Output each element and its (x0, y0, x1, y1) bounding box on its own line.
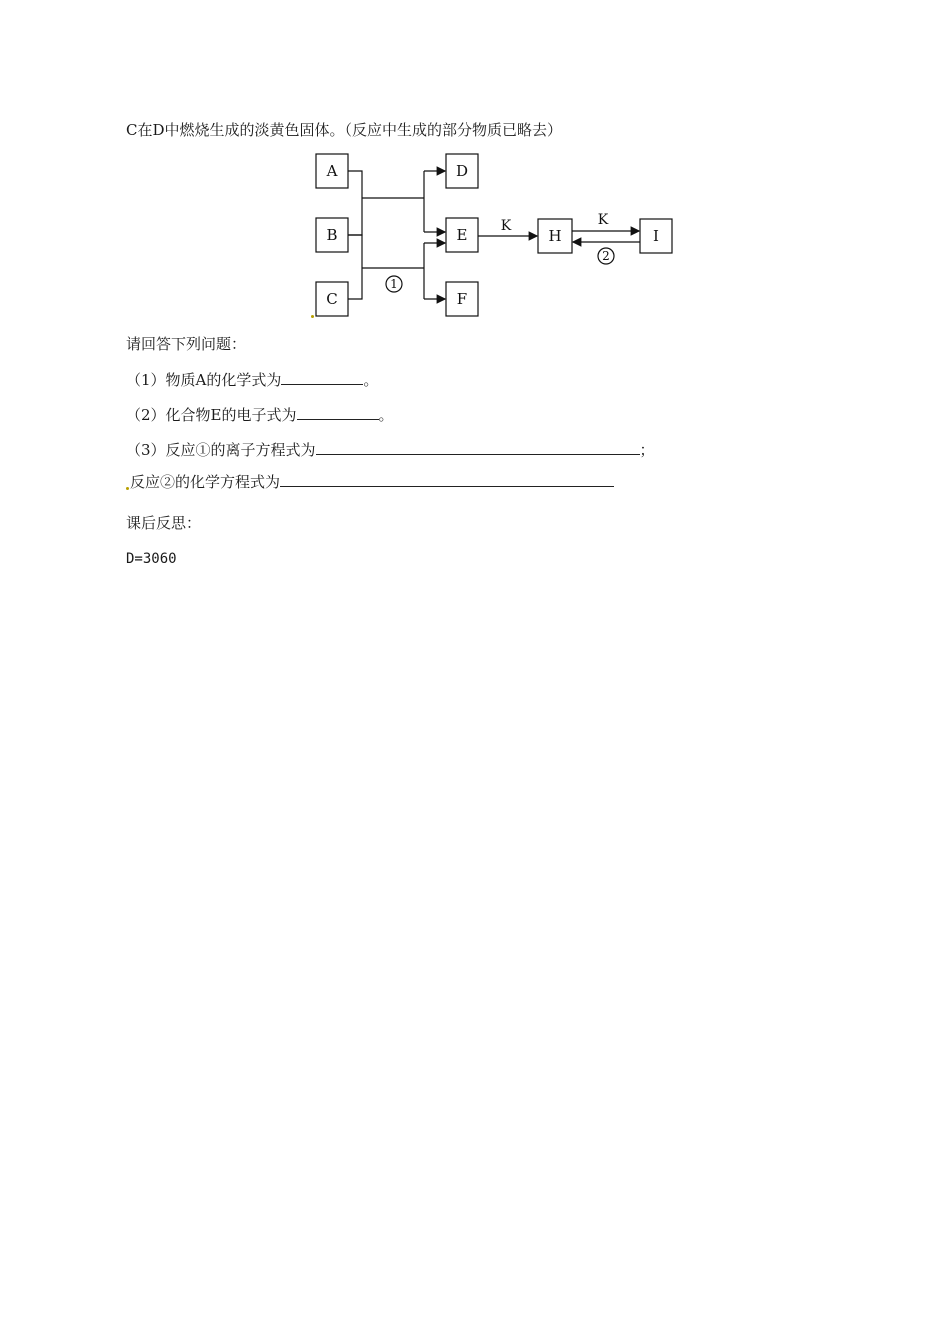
question-2 (126, 405, 394, 425)
question-4 (130, 472, 614, 492)
question-2-text: （2）化合物E的电子式为 (126, 406, 297, 424)
footer-code: D=3060 (126, 551, 177, 567)
question-4-text: 反应②的化学方程式为 (130, 473, 281, 491)
question-2-end: 。 (378, 406, 394, 424)
question-3 (126, 440, 655, 460)
edge-label-h-i: K (597, 212, 609, 228)
answer-blank-3[interactable] (316, 440, 640, 455)
answer-blank-2[interactable] (297, 405, 379, 420)
stray-dot (311, 315, 314, 318)
question-1 (126, 370, 378, 390)
stray-dot-2 (126, 487, 129, 490)
node-h: H (548, 227, 562, 245)
reaction-flow-diagram (300, 148, 680, 323)
node-a: A (326, 162, 338, 180)
node-c: C (326, 290, 338, 308)
question-1-end: 。 (363, 371, 379, 389)
node-d: D (455, 162, 469, 180)
connector-ab (348, 171, 362, 235)
prompt-text: 请回答下列问题： (126, 335, 247, 353)
question-3-end: ； (639, 441, 655, 459)
intro-text: C在D中燃烧生成的淡黄色固体。（反应中生成的部分物质已略去） (126, 121, 563, 139)
reflection-label: 课后反思： (126, 514, 202, 532)
node-e: E (456, 226, 468, 244)
question-1-text: （1）物质A的化学式为 (126, 371, 282, 389)
question-3-text: （3）反应①的离子方程式为 (126, 441, 316, 459)
node-i: I (653, 227, 659, 245)
edge-label-e-h: K (500, 218, 512, 234)
connector-bc (348, 235, 362, 299)
node-b: B (326, 226, 338, 244)
node-f: F (456, 290, 468, 308)
reaction1-number: 1 (390, 277, 398, 291)
answer-blank-4[interactable] (280, 472, 614, 487)
reaction2-number: 2 (602, 249, 610, 263)
answer-blank-1[interactable] (281, 370, 363, 385)
